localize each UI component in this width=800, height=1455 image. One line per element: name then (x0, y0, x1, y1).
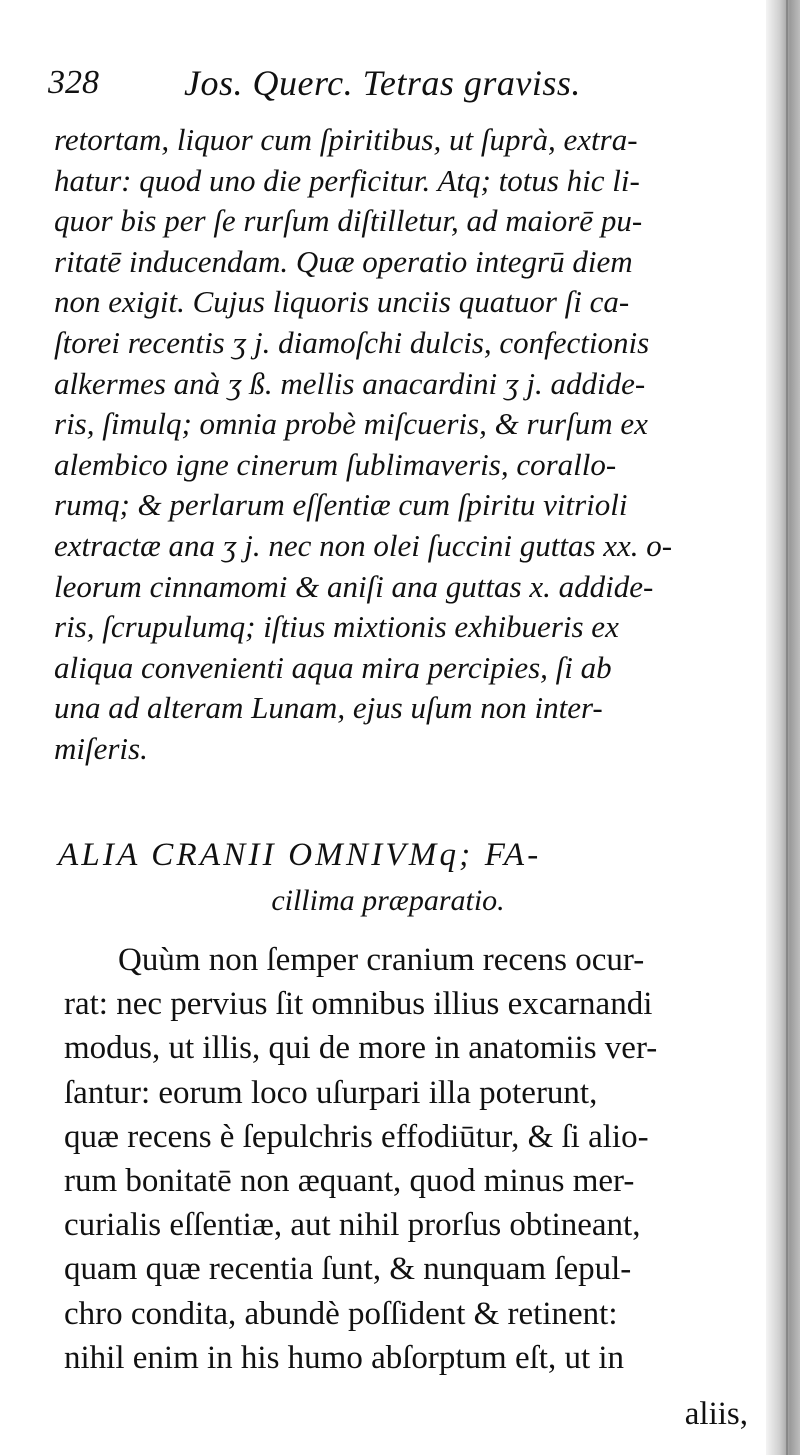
section-heading (58, 832, 748, 924)
text-line: ris, ſimulq; omnia probè miſcueris, & rurſum ex (54, 406, 648, 442)
text-line: rat: nec pervius ſit omnibus illius excarnandi (64, 986, 653, 1023)
text-line: non exigit. Cujus liquoris unciis quatuor ſi ca- (54, 284, 630, 320)
text-line: leorum cinnamomi & aniſi ana guttas x. addide- (54, 568, 654, 604)
text-line: quor bis per ſe rurſum diſtilletur, ad maiorē pu- (54, 203, 643, 239)
catchword: aliis, (684, 1396, 748, 1432)
text-line: quam quæ recentia ſunt, & nunquam ſepul- (64, 1251, 632, 1288)
gutter-shadow (786, 0, 788, 1455)
book-binding-edge (766, 0, 800, 1455)
section-heading-line: ALIA CRANII OMNIVMq; FA- (58, 837, 542, 873)
text-line: retortam, liquor cum ſpiritibus, ut ſuprà, extra- (54, 122, 638, 157)
section-subheading-line: cillima præparatio. (271, 884, 505, 917)
italic-text-block (54, 120, 754, 770)
page-header (48, 58, 748, 108)
text-line: hatur: quod uno die perficitur. Atq; totus hic li- (54, 162, 640, 198)
text-line: chro condita, abundè poſſident & retinent: (64, 1295, 618, 1332)
text-line: ſantur: eorum loco uſurpari illa poterunt, (64, 1074, 598, 1111)
text-line: extractæ ana ʒ j. nec non olei ſuccini guttas xx. o- (54, 527, 673, 563)
text-line: nihil enim in his humo abſorptum eſt, ut in (64, 1339, 625, 1376)
text-line: aliqua convenienti aqua mira percipies, ſi ab (54, 649, 612, 685)
text-line: ris, ſcrupulumq; iſtius mixtionis exhibueris ex (54, 609, 619, 645)
running-head: Jos. Querc. Tetras graviss. (184, 63, 581, 103)
text-line: modus, ut illis, qui de more in anatomiis ver- (64, 1030, 658, 1067)
text-line: alembico igne cinerum ſublimaveris, corallo- (54, 446, 617, 482)
text-line: una ad alteram Lunam, ejus uſum non inter- (54, 690, 603, 726)
text-line: curialis eſſentiæ, aut nihil prorſus obtineant, (64, 1207, 641, 1244)
text-line: rum bonitatē non æquant, quod minus mer- (64, 1162, 635, 1199)
text-line: rumq; & perlarum eſſentiæ cum ſpiritu vitrioli (54, 487, 628, 523)
text-line: miſeris. (54, 730, 148, 766)
text-line: ſtorei recentis ʒ j. diamoſchi dulcis, confectionis (54, 324, 650, 360)
roman-text-block (64, 938, 754, 1380)
text-line: Quùm non ſemper cranium recens ocur- (118, 942, 645, 978)
text-line: alkermes anà ʒ ß. mellis anacardini ʒ j. addide- (54, 365, 646, 401)
text-line: quæ recens è ſepulchris effodiūtur, & ſi alio- (64, 1118, 649, 1155)
text-line: ritatē inducendam. Quæ operatio integrū diem (54, 243, 633, 279)
page-number: 328 (48, 64, 99, 101)
